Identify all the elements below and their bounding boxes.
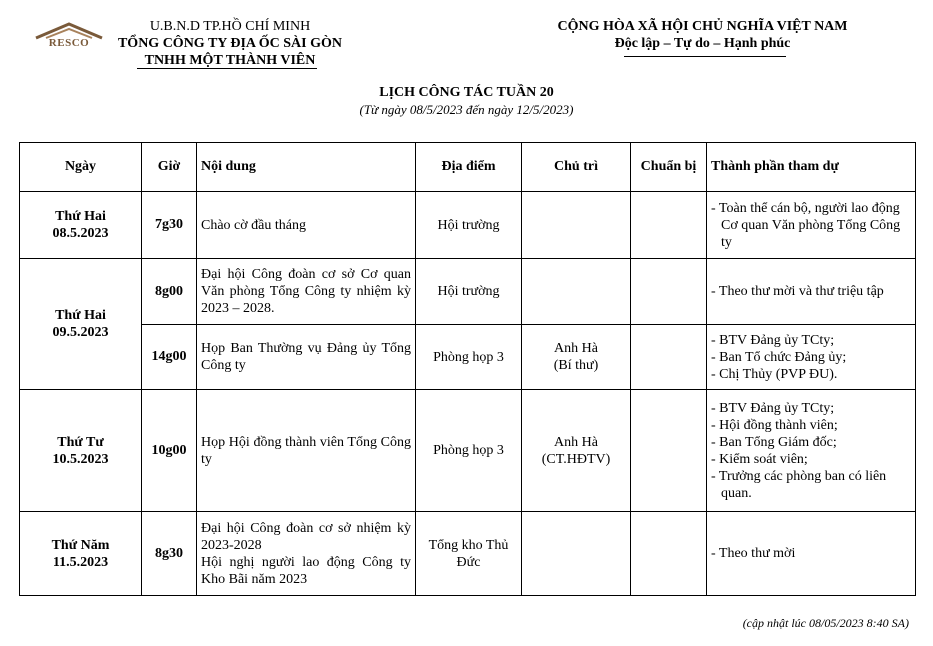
attendee-item: - Trưởng các phòng ban có liên quan. <box>711 468 887 501</box>
org-line-1: U.B.N.D TP.HỒ CHÍ MINH <box>149 19 311 34</box>
chair-cell <box>522 259 631 325</box>
content-cell: Đại hội Công đoàn cơ sở Cơ quan Văn phòng Tổng Công ty nhiệm kỳ 2023 – 2028. <box>197 259 416 325</box>
table-row <box>20 325 916 390</box>
chair-cell <box>522 390 631 512</box>
org-line-3: TNHH MỘT THÀNH VIÊN <box>144 53 316 68</box>
organization-header <box>100 18 360 69</box>
place-cell: Phòng họp 3 <box>416 325 522 390</box>
attendees-cell <box>707 390 916 512</box>
document-title: LỊCH CÔNG TÁC TUẦN 20 <box>379 85 554 100</box>
table-row <box>20 192 916 259</box>
table-row <box>20 512 916 596</box>
place-cell: Tổng kho Thủ Đức <box>416 512 522 596</box>
chair-cell <box>522 325 631 390</box>
prepare-cell <box>631 390 707 512</box>
attendee-item: - Theo thư mời và thư triệu tập <box>711 284 884 299</box>
time-cell: 8g30 <box>142 512 197 596</box>
attendees-cell <box>707 512 916 596</box>
attendees-cell <box>707 325 916 390</box>
nation-header <box>530 18 875 52</box>
table-row <box>20 390 916 512</box>
content-cell <box>197 512 416 596</box>
attendees-cell <box>707 192 916 259</box>
content-cell: Họp Ban Thường vụ Đảng ủy Tổng Công ty <box>197 325 416 390</box>
header-place: Địa điểm <box>416 143 522 192</box>
time-cell: 7g30 <box>142 192 197 259</box>
day-cell <box>20 390 142 512</box>
time-cell: 10g00 <box>142 390 197 512</box>
prepare-cell <box>631 259 707 325</box>
date: 10.5.2023 <box>52 451 109 467</box>
header-day: Ngày <box>20 143 142 192</box>
table-header-row <box>20 143 916 192</box>
org-line-2: TỔNG CÔNG TY ĐỊA ỐC SÀI GÒN <box>117 36 343 51</box>
header-content: Nội dung <box>197 143 416 192</box>
place-cell: Phòng họp 3 <box>416 390 522 512</box>
content-line-1: Đại hội Công đoàn cơ sở nhiệm kỳ 2023-2028 <box>201 520 411 553</box>
document-subtitle: (Từ ngày 08/5/2023 đến ngày 12/5/2023) <box>359 102 574 117</box>
attendee-item: - Theo thư mời <box>711 546 796 561</box>
attendee-item: - Hội đồng thành viên; <box>711 417 838 433</box>
date: 09.5.2023 <box>52 325 109 340</box>
nation-line-2: Độc lập – Tự do – Hạnh phúc <box>614 36 791 51</box>
attendee-item: - Toàn thể cán bộ, người lao động Cơ quan Văn phòng Tổng Công ty <box>711 200 901 250</box>
place-cell: Hội trường <box>416 192 522 259</box>
time-cell: 8g00 <box>142 259 197 325</box>
prepare-cell <box>631 512 707 596</box>
chair-role: (CT.HĐTV) <box>541 451 611 467</box>
logo-text: RESCO <box>48 37 90 49</box>
chair-cell <box>522 512 631 596</box>
schedule-table <box>19 142 916 596</box>
attendee-item: - Ban Tổng Giám đốc; <box>711 434 837 450</box>
date: 08.5.2023 <box>52 226 109 241</box>
place-cell: Hội trường <box>416 259 522 325</box>
weekday: Thứ Hai <box>55 308 106 323</box>
header-time: Giờ <box>142 143 197 192</box>
chair-name: Anh Hà <box>554 341 598 356</box>
chair-cell <box>522 192 631 259</box>
table-row <box>20 259 916 325</box>
prepare-cell <box>631 325 707 390</box>
attendee-item: - Kiểm soát viên; <box>711 451 808 467</box>
attendee-item: - BTV Đảng ủy TCty; <box>711 332 835 348</box>
attendees-cell <box>707 259 916 325</box>
day-cell <box>20 259 142 390</box>
chair-role: (Bí thư) <box>553 358 599 373</box>
attendee-item: - Chị Thủy (PVP ĐU). <box>711 366 838 382</box>
company-logo <box>34 22 104 52</box>
date: 11.5.2023 <box>52 554 109 570</box>
nation-line-1: CỘNG HÒA XÃ HỘI CHỦ NGHĨA VIỆT NAM <box>557 19 848 34</box>
org-underline <box>137 68 317 69</box>
header-chair: Chủ trì <box>522 143 631 192</box>
attendee-item: - BTV Đảng ủy TCty; <box>711 400 835 416</box>
update-timestamp: (cập nhật lúc 08/05/2023 8:40 SA) <box>742 616 909 630</box>
attendee-item: - Ban Tổ chức Đảng ủy; <box>711 349 847 365</box>
day-cell <box>20 512 142 596</box>
content-cell: Chào cờ đầu tháng <box>197 192 416 259</box>
prepare-cell <box>631 192 707 259</box>
content-line-2: Hội nghị người lao động Công ty Kho Bãi năm 2023 <box>201 554 411 587</box>
chair-name: Anh Hà <box>554 434 598 450</box>
header-attendees: Thành phần tham dự <box>707 143 916 192</box>
weekday: Thứ Năm <box>51 537 110 553</box>
content-cell: Họp Hội đồng thành viên Tổng Công ty <box>197 390 416 512</box>
weekday: Thứ Hai <box>55 209 106 224</box>
weekday: Thứ Tư <box>57 434 104 450</box>
time-cell: 14g00 <box>142 325 197 390</box>
header-prepare: Chuẩn bị <box>631 143 707 192</box>
nation-underline <box>624 56 786 57</box>
day-cell <box>20 192 142 259</box>
